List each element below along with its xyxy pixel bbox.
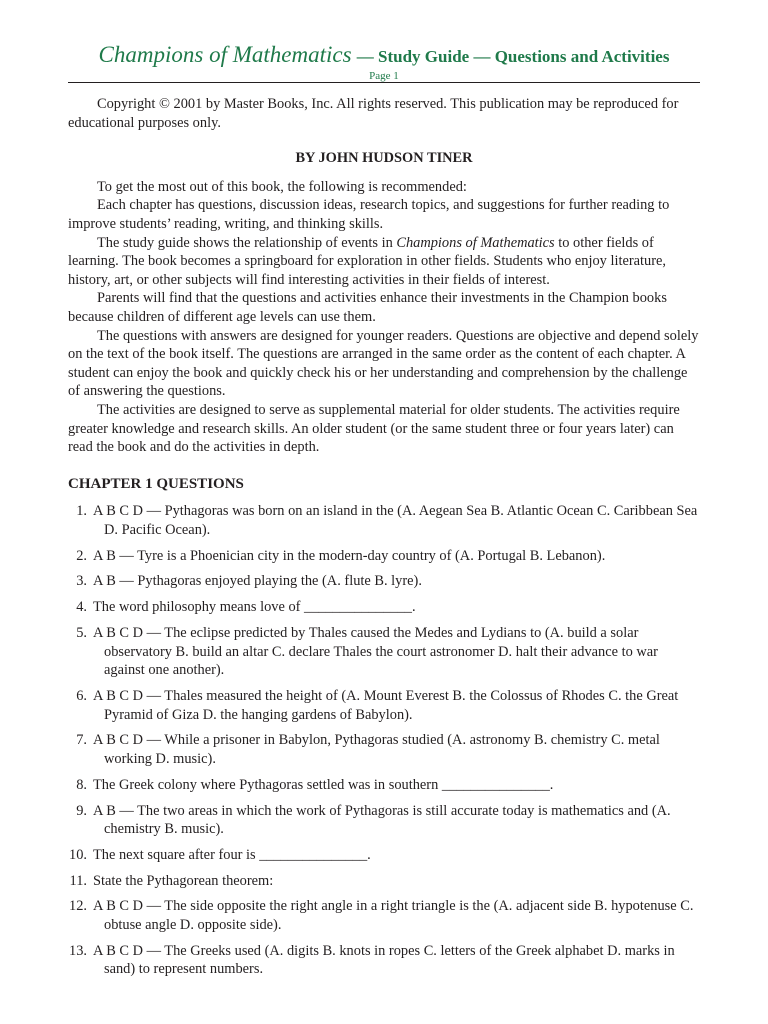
question-number: 5. bbox=[76, 625, 87, 641]
question-item bbox=[68, 846, 700, 865]
question-text: A B C D — Pythagoras was born on an island in the (A. Aegean Sea B. Atlantic Ocean C. Caribbean Sea D. Pacific Ocean). bbox=[93, 503, 698, 538]
question-item bbox=[68, 547, 700, 566]
question-text: A B C D — Thales measured the height of (A. Mount Everest B. the Colossus of Rhodes C. the Great Pyramid of Giza D. the hanging gardens of Babylon). bbox=[93, 687, 679, 723]
question-number: 12. bbox=[69, 898, 87, 915]
header-subtitle: — Study Guide — Questions and Activities bbox=[356, 47, 670, 66]
question-number: 2. bbox=[76, 547, 87, 564]
question-number: 13. bbox=[69, 942, 87, 959]
question-text: The next square after four is _______________. bbox=[93, 846, 371, 863]
question-number: 6. bbox=[76, 687, 87, 704]
question-item bbox=[68, 897, 700, 934]
copyright-notice: Copyright © 2001 by Master Books, Inc. All rights reserved. This publication may be reproduced for educational purposes only. bbox=[68, 96, 679, 131]
page-header bbox=[68, 42, 700, 83]
page-content bbox=[68, 95, 700, 986]
intro-book-title: Champions of Mathematics bbox=[396, 234, 555, 251]
question-list bbox=[68, 502, 700, 979]
question-number: 8. bbox=[76, 776, 87, 793]
header-divider bbox=[68, 82, 700, 83]
question-text: A B C D — The eclipse predicted by Thales caused the Medes and Lydians to (A. build a solar observatory B. build an altar C. declare Thales the court astronomer D. halt their advance to war against one another). bbox=[93, 625, 658, 679]
question-item bbox=[68, 731, 700, 768]
question-number: 4. bbox=[76, 599, 87, 616]
question-item bbox=[68, 624, 700, 680]
intro-study-guide-pre: The study guide shows the relationship of events in bbox=[97, 234, 397, 251]
question-item bbox=[68, 598, 700, 617]
question-text: A B — Pythagoras enjoyed playing the (A. flute B. lyre). bbox=[93, 573, 422, 590]
question-number: 10. bbox=[69, 846, 87, 863]
question-text: The Greek colony where Pythagoras settled was in southern _______________. bbox=[93, 776, 554, 793]
book-title: Champions of Mathematics bbox=[98, 42, 352, 67]
intro-each-chapter: Each chapter has questions, discussion ideas, research topics, and suggestions for further reading to improve students’ reading, writing, and thinking skills. bbox=[68, 197, 670, 232]
intro-study-guide bbox=[68, 234, 700, 290]
chapter-heading: CHAPTER 1 QUESTIONS bbox=[68, 475, 244, 492]
intro-recommend: To get the most out of this book, the following is recommended: bbox=[97, 178, 467, 195]
question-item bbox=[68, 502, 700, 539]
page-number: Page 1 bbox=[369, 70, 399, 82]
question-item bbox=[68, 942, 700, 979]
question-text: State the Pythagorean theorem: bbox=[93, 872, 274, 889]
intro-parents: Parents will find that the questions and activities enhance their investments in the Champion books because children of different age levels can use them. bbox=[68, 290, 667, 325]
question-item bbox=[68, 776, 700, 795]
question-text: The word philosophy means love of _______________. bbox=[93, 599, 416, 616]
author-byline: BY JOHN HUDSON TINER bbox=[295, 150, 473, 167]
question-text: A B C D — The side opposite the right angle in a right triangle is the (A. adjacent side B. hypotenuse C. obtuse angle D. opposite side). bbox=[93, 898, 694, 934]
question-item bbox=[68, 802, 700, 839]
question-text: A B — The two areas in which the work of Pythagoras is still accurate today is mathematics and (A. chemistry B. music). bbox=[93, 802, 671, 838]
question-text: A B — Tyre is a Phoenician city in the modern-day country of (A. Portugal B. Lebanon). bbox=[93, 547, 606, 564]
question-number: 7. bbox=[76, 732, 87, 749]
intro-activities-info: The activities are designed to serve as supplemental material for older students. The activities require greater knowledge and research skills. An older student (or the same student three or four years later) can read the book and do the activities in depth. bbox=[68, 401, 680, 456]
question-text: A B C D — The Greeks used (A. digits B. knots in ropes C. letters of the Greek alphabet D. marks in sand) to represent numbers. bbox=[93, 942, 675, 978]
question-item bbox=[68, 572, 700, 591]
question-text: A B C D — While a prisoner in Babylon, Pythagoras studied (A. astronomy B. chemistry C. metal working D. music). bbox=[93, 732, 660, 767]
question-item bbox=[68, 872, 700, 891]
question-item bbox=[68, 687, 700, 724]
question-number: 3. bbox=[76, 573, 87, 590]
question-number: 11. bbox=[69, 872, 87, 889]
intro-study-guide-post: to other fields of learning. The book becomes a springboard for exploration in other fields. Students who enjoy literature, history, art, or other subjects will find interesting activities in their fields of interest. bbox=[68, 234, 666, 288]
intro-questions-info: The questions with answers are designed for younger readers. Questions are objective and depend solely on the text of the book itself. The questions are arranged in the same order as the content of each chapter. A student can enjoy the book and quickly check his or her understanding and comprehension by the challenge of answering the questions. bbox=[68, 327, 699, 400]
question-number: 9. bbox=[76, 802, 87, 819]
question-number: 1. bbox=[76, 503, 87, 520]
